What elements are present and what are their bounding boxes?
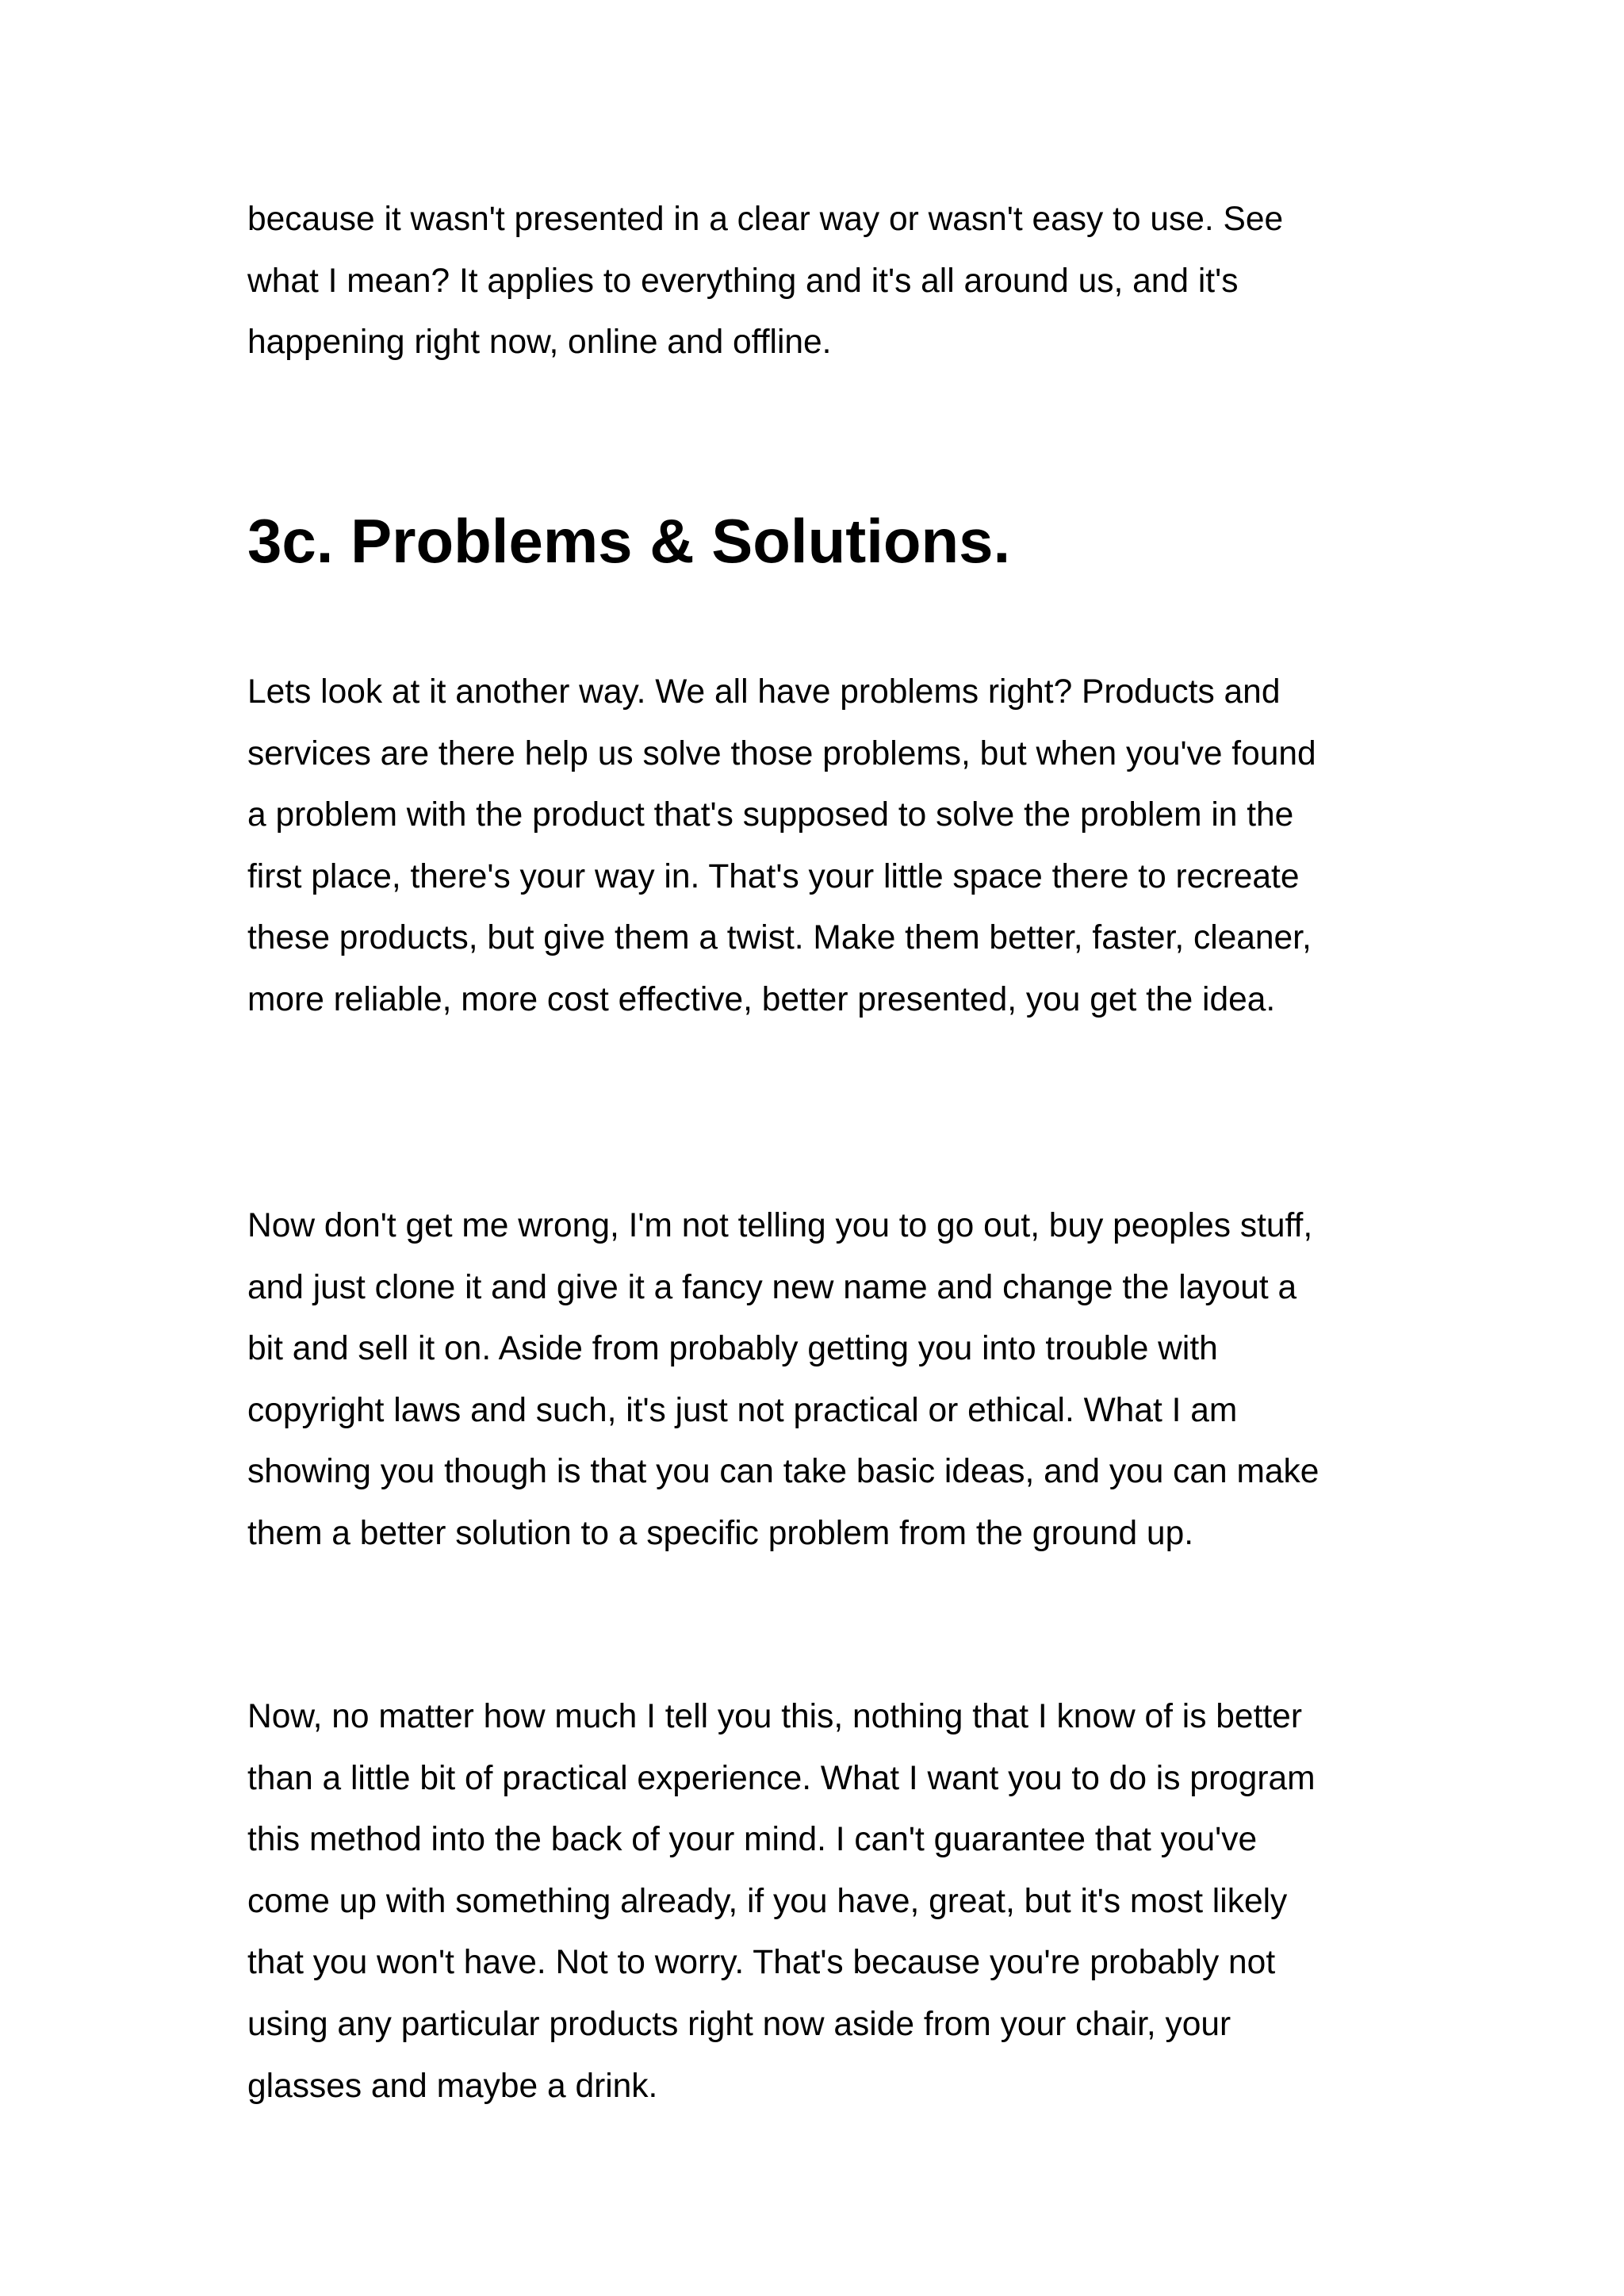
text-line: what I mean? It applies to everything and it's all around us, and it's <box>247 262 1239 300</box>
text-line: Now don't get me wrong, I'm not telling you to go out, buy peoples stuff, <box>247 1207 1313 1244</box>
text-line: this method into the back of your mind. I can't guarantee that you've <box>247 1821 1258 1859</box>
text-line: happening right now, online and offline. <box>247 324 832 362</box>
text-line: Now, no matter how much I tell you this, nothing that I know of is better <box>247 1698 1302 1735</box>
paragraph-3 <box>247 1686 1405 2117</box>
text-line: a problem with the product that's supposed to solve the problem in the <box>247 796 1294 834</box>
text-line: that you won't have. Not to worry. That's because you're probably not <box>247 1944 1276 1982</box>
text-line: services are there help us solve those problems, but when you've found <box>247 734 1316 772</box>
text-line: come up with something already, if you have, great, but it's most likely <box>247 1882 1288 1920</box>
paragraph-2 <box>247 1195 1405 1565</box>
text-line: these products, but give them a twist. Make them better, faster, cleaner, <box>247 919 1312 957</box>
text-line: Lets look at it another way. We all have problems right? Products and <box>247 673 1281 711</box>
text-line: copyright laws and such, it's just not practical or ethical. What I am <box>247 1391 1238 1429</box>
text-line: bit and sell it on. Aside from probably getting you into trouble with <box>247 1330 1218 1368</box>
intro-paragraph <box>247 189 1405 374</box>
text-line: and just clone it and give it a fancy new name and change the layout a <box>247 1268 1297 1306</box>
text-line: showing you though is that you can take basic ideas, and you can make <box>247 1453 1320 1491</box>
text-line: first place, there's your way in. That's your little space there to recreate <box>247 857 1300 895</box>
paragraph-1 <box>247 661 1405 1031</box>
text-line: them a better solution to a specific problem from the ground up. <box>247 1514 1194 1552</box>
text-line: glasses and maybe a drink. <box>247 2067 658 2105</box>
text-line: because it wasn't presented in a clear way or wasn't easy to use. See <box>247 201 1284 238</box>
section-heading: 3c. Problems & Solutions. <box>247 506 1011 576</box>
text-line: than a little bit of practical experience. What I want you to do is program <box>247 1759 1316 1797</box>
text-line: more reliable, more cost effective, better presented, you get the idea. <box>247 980 1276 1018</box>
text-line: using any particular products right now aside from your chair, your <box>247 2005 1231 2043</box>
